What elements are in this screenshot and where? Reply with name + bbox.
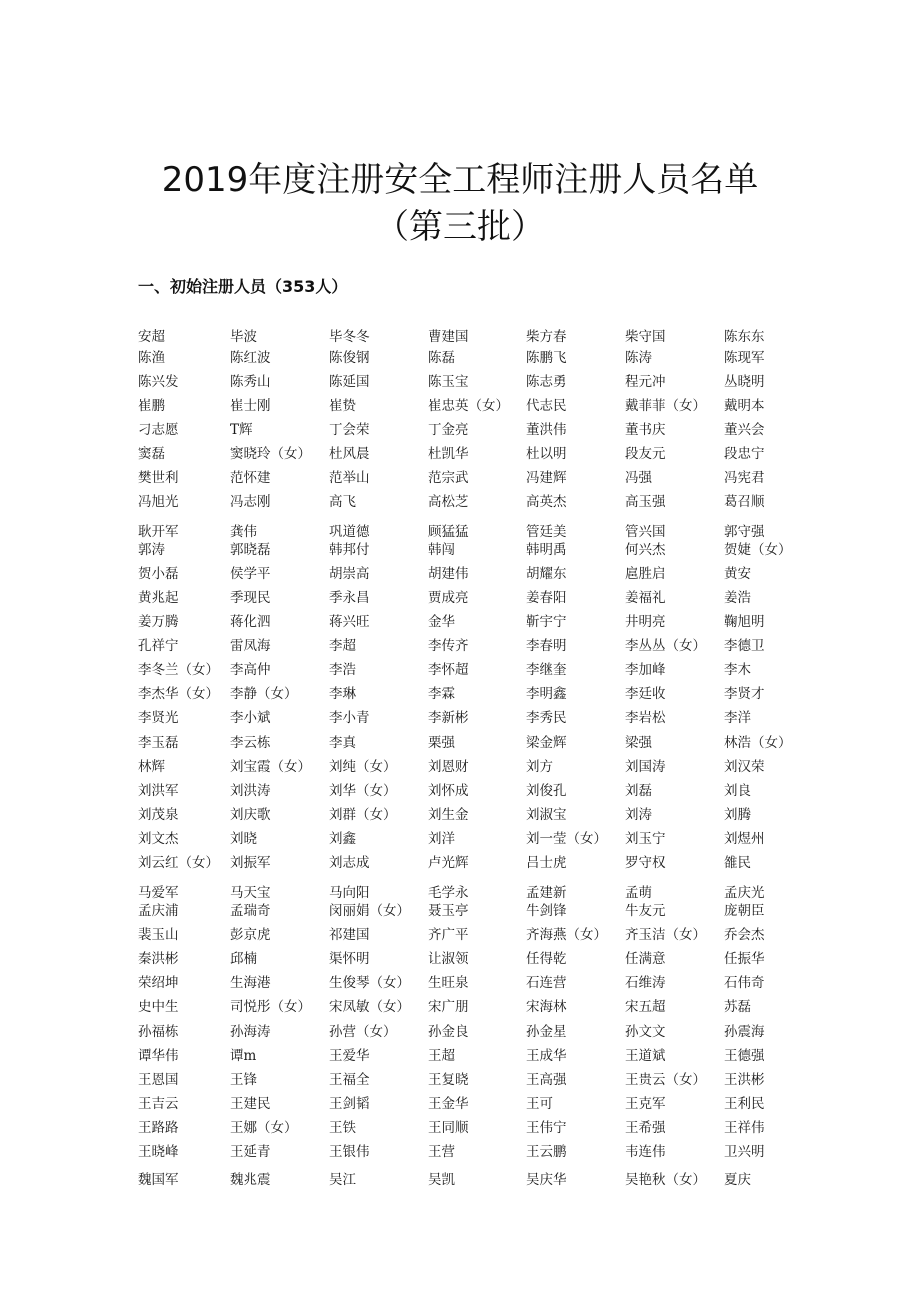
- person-name: 毕波: [230, 329, 257, 345]
- list-row: [0, 732, 920, 754]
- person-name: 梁强: [625, 735, 652, 751]
- person-name: 丁金亮: [428, 422, 469, 438]
- person-name: 吴凯: [428, 1172, 455, 1188]
- person-name: 刘怀成: [428, 783, 469, 799]
- person-name: 任振华: [724, 951, 765, 967]
- person-name: 李琳: [329, 686, 356, 702]
- person-name: 石伟奇: [724, 975, 765, 991]
- person-name: 卫兴明: [724, 1144, 765, 1160]
- list-row: [0, 467, 920, 489]
- person-name: 刘涛: [625, 807, 652, 823]
- person-name: 靳宇宁: [526, 614, 567, 630]
- list-row: [0, 756, 920, 778]
- person-name: 季永昌: [329, 590, 370, 606]
- person-name: 韩邦付: [329, 542, 370, 558]
- person-name: 王云鹏: [526, 1144, 567, 1160]
- person-name: 谭华伟: [138, 1048, 179, 1064]
- list-row: [0, 611, 920, 633]
- person-name: 刘茂泉: [138, 807, 179, 823]
- list-row: [0, 707, 920, 729]
- person-name: 耿开军: [138, 524, 179, 540]
- list-row: [0, 900, 920, 922]
- person-name: 陈志勇: [526, 374, 567, 390]
- list-row: [0, 443, 920, 465]
- list-row: [0, 1069, 920, 1091]
- person-name: 刘晓: [230, 831, 257, 847]
- person-name: 范怀建: [230, 470, 271, 486]
- person-name: 陈兴发: [138, 374, 179, 390]
- person-name: 王希强: [625, 1120, 666, 1136]
- list-row: [0, 347, 920, 369]
- person-name: 韩明禹: [526, 542, 567, 558]
- person-name: 孙文文: [625, 1024, 666, 1040]
- person-name: 裴玉山: [138, 927, 179, 943]
- person-name: 陈秀山: [230, 374, 271, 390]
- person-name: T辉: [230, 422, 253, 438]
- person-name: 范宗武: [428, 470, 469, 486]
- person-name: 李加峰: [625, 662, 666, 678]
- person-name: 陈延国: [329, 374, 370, 390]
- person-name: 崔鹏: [138, 398, 165, 414]
- person-name: 曹建国: [428, 329, 469, 345]
- person-name: 王祥伟: [724, 1120, 765, 1136]
- section-heading: 一、初始注册人员（353人）: [138, 277, 348, 296]
- person-name: 乔会杰: [724, 927, 765, 943]
- person-name: 胡崇高: [329, 566, 370, 582]
- person-name: 生旺泉: [428, 975, 469, 991]
- person-name: 王超: [428, 1048, 455, 1064]
- person-name: 姜福礼: [625, 590, 666, 606]
- person-name: 李传齐: [428, 638, 469, 654]
- person-name: 陈磊: [428, 350, 455, 366]
- person-name: 马天宝: [230, 885, 271, 901]
- person-name: 金华: [428, 614, 455, 630]
- person-name: 王成华: [526, 1048, 567, 1064]
- person-name: 刘俊孔: [526, 783, 567, 799]
- person-name: 王铁: [329, 1120, 356, 1136]
- person-name: 刘方: [526, 759, 553, 775]
- document-subtitle: （第三批）: [375, 207, 545, 247]
- person-name: 秦洪彬: [138, 951, 179, 967]
- person-name: 管廷美: [526, 524, 567, 540]
- person-name: 蒋化泗: [230, 614, 271, 630]
- person-name: 冯强: [625, 470, 652, 486]
- person-name: 管兴国: [625, 524, 666, 540]
- person-name: 胡耀东: [526, 566, 567, 582]
- person-name: 井明亮: [625, 614, 666, 630]
- person-name: 程元冲: [625, 374, 666, 390]
- person-name: 胡建伟: [428, 566, 469, 582]
- person-name: 安超: [138, 329, 165, 345]
- person-name: 孔祥宁: [138, 638, 179, 654]
- person-name: 李小斌: [230, 710, 271, 726]
- person-name: 马向阳: [329, 885, 370, 901]
- list-row: [0, 972, 920, 994]
- person-name: 齐海燕（女）: [526, 927, 607, 943]
- person-name: 郭晓磊: [230, 542, 271, 558]
- person-name: 高玉强: [625, 494, 666, 510]
- person-name: 崔忠英（女）: [428, 398, 509, 414]
- person-name: 宋五超: [625, 999, 666, 1015]
- person-name: 刘淑宝: [526, 807, 567, 823]
- person-name: 王道斌: [625, 1048, 666, 1064]
- person-name: 刘云红（女）: [138, 855, 219, 871]
- person-name: 王娜（女）: [230, 1120, 298, 1136]
- person-name: 高飞: [329, 494, 356, 510]
- list-row: [0, 924, 920, 946]
- person-name: 王伟宁: [526, 1120, 567, 1136]
- person-name: 刘文杰: [138, 831, 179, 847]
- person-name: 柴方春: [526, 329, 567, 345]
- person-name: 崔贽: [329, 398, 356, 414]
- person-name: 刘纯（女）: [329, 759, 397, 775]
- person-name: 刘洪涛: [230, 783, 271, 799]
- person-name: 孙营（女）: [329, 1024, 397, 1040]
- person-name: 刘国涛: [625, 759, 666, 775]
- person-name: 王高强: [526, 1072, 567, 1088]
- person-name: 梁金辉: [526, 735, 567, 751]
- person-name: 魏国军: [138, 1172, 179, 1188]
- list-row: [0, 1141, 920, 1163]
- person-name: 贺婕（女）: [724, 542, 792, 558]
- person-name: 李木: [724, 662, 751, 678]
- person-name: 刘志成: [329, 855, 370, 871]
- person-name: 陈红波: [230, 350, 271, 366]
- person-name: 郭涛: [138, 542, 165, 558]
- person-name: 顾猛猛: [428, 524, 469, 540]
- person-name: 刘群（女）: [329, 807, 397, 823]
- person-name: 韩闯: [428, 542, 455, 558]
- list-row: [0, 948, 920, 970]
- person-name: 吴江: [329, 1172, 356, 1188]
- person-name: 雒民: [724, 855, 751, 871]
- person-name: 董书庆: [625, 422, 666, 438]
- person-name: 孙金星: [526, 1024, 567, 1040]
- person-name: 祁建国: [329, 927, 370, 943]
- person-name: 侯学平: [230, 566, 271, 582]
- person-name: 王晓峰: [138, 1144, 179, 1160]
- person-name: 刁志愿: [138, 422, 179, 438]
- person-name: 李继奎: [526, 662, 567, 678]
- person-name: 李贤才: [724, 686, 765, 702]
- person-name: 王吉云: [138, 1096, 179, 1112]
- person-name: 李霖: [428, 686, 455, 702]
- person-name: 范举山: [329, 470, 370, 486]
- person-name: 巩道德: [329, 524, 370, 540]
- person-name: 李超: [329, 638, 356, 654]
- person-name: 吕士虎: [526, 855, 567, 871]
- person-name: 李廷收: [625, 686, 666, 702]
- person-name: 高英杰: [526, 494, 567, 510]
- person-name: 毕冬冬: [329, 329, 370, 345]
- person-name: 蒋兴旺: [329, 614, 370, 630]
- person-name: 毛学永: [428, 885, 469, 901]
- person-name: 林辉: [138, 759, 165, 775]
- person-name: 王银伟: [329, 1144, 370, 1160]
- person-name: 李明鑫: [526, 686, 567, 702]
- list-row: [0, 683, 920, 705]
- person-name: 李春明: [526, 638, 567, 654]
- person-name: 聂玉亭: [428, 903, 469, 919]
- person-name: 段忠宁: [724, 446, 765, 462]
- list-row: [0, 587, 920, 609]
- person-name: 王爱华: [329, 1048, 370, 1064]
- person-name: 史中生: [138, 999, 179, 1015]
- person-name: 罗守权: [625, 855, 666, 871]
- person-name: 黄兆起: [138, 590, 179, 606]
- list-row: [0, 780, 920, 802]
- person-name: 齐玉洁（女）: [625, 927, 706, 943]
- list-row: [0, 326, 920, 348]
- person-name: 王恩国: [138, 1072, 179, 1088]
- person-name: 杜凯华: [428, 446, 469, 462]
- person-name: 李浩: [329, 662, 356, 678]
- list-row: [0, 659, 920, 681]
- list-row: [0, 491, 920, 513]
- list-row: [0, 635, 920, 657]
- person-name: 冯旭光: [138, 494, 179, 510]
- person-name: 李岩松: [625, 710, 666, 726]
- person-name: 姜春阳: [526, 590, 567, 606]
- person-name: 李洋: [724, 710, 751, 726]
- list-row: [0, 1093, 920, 1115]
- person-name: 戴菲菲（女）: [625, 398, 706, 414]
- person-name: 刘振军: [230, 855, 271, 871]
- person-name: 李杰华（女）: [138, 686, 219, 702]
- person-name: 刘鑫: [329, 831, 356, 847]
- person-name: 代志民: [526, 398, 567, 414]
- person-name: 李高仲: [230, 662, 271, 678]
- person-name: 邱楠: [230, 951, 257, 967]
- person-name: 栗强: [428, 735, 455, 751]
- person-name: 陈渔: [138, 350, 165, 366]
- person-name: 刘良: [724, 783, 751, 799]
- person-name: 生海港: [230, 975, 271, 991]
- person-name: 王洪彬: [724, 1072, 765, 1088]
- person-name: 王金华: [428, 1096, 469, 1112]
- list-row: [0, 828, 920, 850]
- person-name: 樊世利: [138, 470, 179, 486]
- person-name: 王营: [428, 1144, 455, 1160]
- person-name: 韦连伟: [625, 1144, 666, 1160]
- person-name: 刘洋: [428, 831, 455, 847]
- list-row: [0, 852, 920, 874]
- person-name: 冯志刚: [230, 494, 271, 510]
- list-row: [0, 1169, 920, 1191]
- list-row: [0, 996, 920, 1018]
- person-name: 刘洪军: [138, 783, 179, 799]
- person-name: 刘生金: [428, 807, 469, 823]
- person-name: 生俊琴（女）: [329, 975, 410, 991]
- list-row: [0, 563, 920, 585]
- person-name: 陈东东: [724, 329, 765, 345]
- person-name: 窦晓玲（女）: [230, 446, 311, 462]
- person-name: 董兴会: [724, 422, 765, 438]
- person-name: 谭m: [230, 1048, 257, 1064]
- person-name: 李丛丛（女）: [625, 638, 706, 654]
- person-name: 牛友元: [625, 903, 666, 919]
- person-name: 鞠旭明: [724, 614, 765, 630]
- person-name: 柴守国: [625, 329, 666, 345]
- person-name: 段友元: [625, 446, 666, 462]
- person-name: 刘华（女）: [329, 783, 397, 799]
- person-name: 李新彬: [428, 710, 469, 726]
- person-name: 渠怀明: [329, 951, 370, 967]
- person-name: 杜以明: [526, 446, 567, 462]
- person-name: 孟庆光: [724, 885, 765, 901]
- person-name: 王贵云（女）: [625, 1072, 706, 1088]
- person-name: 王剑韬: [329, 1096, 370, 1112]
- person-name: 刘一莹（女）: [526, 831, 607, 847]
- person-name: 夏庆: [724, 1172, 751, 1188]
- person-name: 冯宪君: [724, 470, 765, 486]
- person-name: 陈俊钢: [329, 350, 370, 366]
- person-name: 陈涛: [625, 350, 652, 366]
- person-name: 王德强: [724, 1048, 765, 1064]
- person-name: 孟瑞奇: [230, 903, 271, 919]
- person-name: 贺小磊: [138, 566, 179, 582]
- person-name: 宋海林: [526, 999, 567, 1015]
- person-name: 龚伟: [230, 524, 257, 540]
- list-row: [0, 1045, 920, 1067]
- person-name: 宋广朋: [428, 999, 469, 1015]
- person-name: 彭京虎: [230, 927, 271, 943]
- person-name: 季现民: [230, 590, 271, 606]
- person-name: 葛召顺: [724, 494, 765, 510]
- person-name: 让淑领: [428, 951, 469, 967]
- person-name: 孟建新: [526, 885, 567, 901]
- person-name: 闵丽娟（女）: [329, 903, 410, 919]
- person-name: 庞朝臣: [724, 903, 765, 919]
- person-name: 王福全: [329, 1072, 370, 1088]
- person-name: 刘恩财: [428, 759, 469, 775]
- person-name: 苏磊: [724, 999, 751, 1015]
- list-row: [0, 1021, 920, 1043]
- person-name: 陈鹏飞: [526, 350, 567, 366]
- person-name: 孙金良: [428, 1024, 469, 1040]
- person-name: 刘宝霞（女）: [230, 759, 311, 775]
- person-name: 姜浩: [724, 590, 751, 606]
- person-name: 丛晓明: [724, 374, 765, 390]
- person-name: 王延青: [230, 1144, 271, 1160]
- person-name: 吴艳秋（女）: [625, 1172, 706, 1188]
- person-name: 李秀民: [526, 710, 567, 726]
- person-name: 董洪伟: [526, 422, 567, 438]
- person-name: 李真: [329, 735, 356, 751]
- person-name: 刘煜州: [724, 831, 765, 847]
- person-name: 司悦彤（女）: [230, 999, 311, 1015]
- list-row: [0, 804, 920, 826]
- person-name: 姜万腾: [138, 614, 179, 630]
- person-name: 丁会荣: [329, 422, 370, 438]
- person-name: 李小青: [329, 710, 370, 726]
- person-name: 王锋: [230, 1072, 257, 1088]
- person-name: 戴明本: [724, 398, 765, 414]
- person-name: 宋凤敏（女）: [329, 999, 410, 1015]
- person-name: 李贤光: [138, 710, 179, 726]
- person-name: 刘汉荣: [724, 759, 765, 775]
- person-name: 李冬兰（女）: [138, 662, 219, 678]
- person-name: 刘腾: [724, 807, 751, 823]
- person-name: 孟萌: [625, 885, 652, 901]
- person-name: 黄安: [724, 566, 751, 582]
- person-name: 王利民: [724, 1096, 765, 1112]
- person-name: 孙福栋: [138, 1024, 179, 1040]
- person-name: 王克军: [625, 1096, 666, 1112]
- person-name: 卢光辉: [428, 855, 469, 871]
- person-name: 扈胜启: [625, 566, 666, 582]
- person-name: 刘玉宁: [625, 831, 666, 847]
- person-name: 贾成亮: [428, 590, 469, 606]
- person-name: 任满意: [625, 951, 666, 967]
- person-name: 李云栋: [230, 735, 271, 751]
- person-name: 何兴杰: [625, 542, 666, 558]
- person-name: 雷凤海: [230, 638, 271, 654]
- list-row: [0, 1117, 920, 1139]
- person-name: 孙震海: [724, 1024, 765, 1040]
- person-name: 李德卫: [724, 638, 765, 654]
- person-name: 王可: [526, 1096, 553, 1112]
- person-name: 孙海涛: [230, 1024, 271, 1040]
- person-name: 窦磊: [138, 446, 165, 462]
- person-name: 崔士刚: [230, 398, 271, 414]
- list-row: [0, 419, 920, 441]
- person-name: 王路路: [138, 1120, 179, 1136]
- list-row: [0, 371, 920, 393]
- person-name: 魏兆震: [230, 1172, 271, 1188]
- person-name: 荣绍坤: [138, 975, 179, 991]
- person-name: 陈玉宝: [428, 374, 469, 390]
- person-name: 马爱军: [138, 885, 179, 901]
- person-name: 李静（女）: [230, 686, 298, 702]
- person-name: 林浩（女）: [724, 735, 792, 751]
- document-title: 2019年度注册安全工程师注册人员名单: [161, 160, 759, 200]
- person-name: 李怀超: [428, 662, 469, 678]
- person-name: 王同顺: [428, 1120, 469, 1136]
- person-name: 任得乾: [526, 951, 567, 967]
- person-name: 齐广平: [428, 927, 469, 943]
- person-name: 冯建辉: [526, 470, 567, 486]
- person-name: 王建民: [230, 1096, 271, 1112]
- person-name: 郭守强: [724, 524, 765, 540]
- list-row: [0, 539, 920, 561]
- person-name: 李玉磊: [138, 735, 179, 751]
- person-name: 刘庆歌: [230, 807, 271, 823]
- person-name: 刘磊: [625, 783, 652, 799]
- person-name: 高松芝: [428, 494, 469, 510]
- person-name: 杜风晨: [329, 446, 370, 462]
- person-name: 石维涛: [625, 975, 666, 991]
- person-name: 石连营: [526, 975, 567, 991]
- person-name: 陈现军: [724, 350, 765, 366]
- person-name: 王复晓: [428, 1072, 469, 1088]
- list-row: [0, 395, 920, 417]
- person-name: 孟庆浦: [138, 903, 179, 919]
- person-name: 牛剑锋: [526, 903, 567, 919]
- person-name: 吴庆华: [526, 1172, 567, 1188]
